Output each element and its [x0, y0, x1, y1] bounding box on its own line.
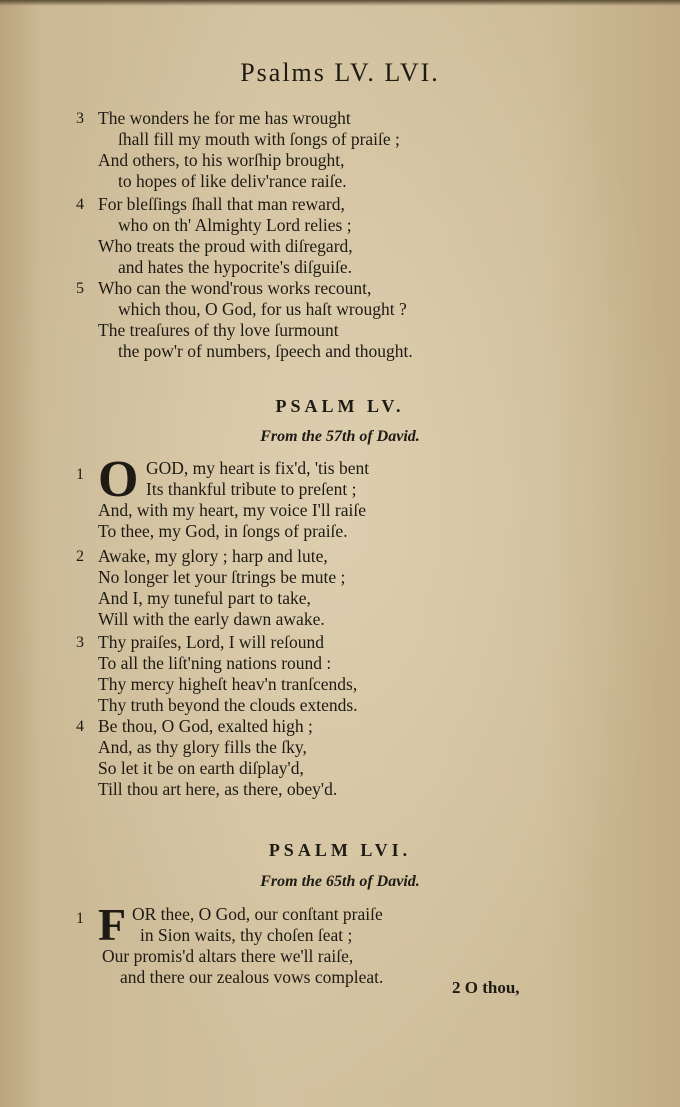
- verse-line: And I, my tuneful part to take,: [98, 588, 311, 608]
- verse-line: Thy truth beyond the clouds extends.: [98, 695, 358, 715]
- psalm-lvi-title: PSALM LVI.: [268, 840, 412, 860]
- verse-line: GOD, my heart is fix'd, 'tis bent: [146, 458, 370, 478]
- verse-line: For bleſſings ſhall that man reward,: [98, 194, 345, 214]
- verse-line: And others, to his worſhip brought,: [98, 150, 345, 170]
- stanza-number: 4: [76, 196, 84, 213]
- verse-line: who on th' Almighty Lord relies ;: [118, 215, 352, 235]
- verse-line: Thy mercy higheſt heav'n tranſcends,: [98, 674, 358, 694]
- stanza-number: 1: [76, 910, 84, 927]
- verse-line: Till thou art here, as there, obey'd.: [98, 779, 338, 799]
- verse-line: The wonders he for me has wrought: [98, 108, 351, 128]
- psalm-lv-stanza-3: [76, 632, 358, 716]
- verse-line: Who treats the proud with diſregard,: [98, 236, 353, 256]
- verse-line: in Sion waits, thy choſen ſeat ;: [140, 925, 353, 945]
- verse-line: And, with my heart, my voice I'll raiſe: [98, 500, 367, 520]
- psalm-lv-stanza-2: [76, 546, 346, 630]
- verse-line: Will with the early dawn awake.: [98, 609, 325, 629]
- stanza-number: 4: [76, 718, 84, 735]
- verse-line: the pow'r of numbers, ſpeech and thought.: [118, 341, 413, 361]
- verse-line: ſhall fill my mouth with ſongs of praiſe ;: [118, 129, 400, 149]
- stanza-5: [76, 278, 413, 362]
- verse-line: and there our zealous vows compleat.: [120, 967, 384, 987]
- psalm-lv-title: PSALM LV.: [275, 396, 405, 416]
- psalm-lv-stanza-1: [76, 451, 370, 542]
- stanza-3: [76, 108, 400, 192]
- verse-line: Who can the wond'rous works recount,: [98, 278, 372, 298]
- psalm-lv-stanza-4: [76, 716, 338, 800]
- stanza-number: 2: [76, 548, 84, 565]
- verse-line: OR thee, O God, our conſtant praiſe: [132, 904, 383, 924]
- verse-line: Our promis'd altars there we'll raiſe,: [102, 946, 354, 966]
- psalm-lv-subtitle: From the 57th of David.: [260, 428, 420, 445]
- verse-line: No longer let your ſtrings be mute ;: [98, 567, 346, 587]
- drop-cap: O: [98, 451, 139, 508]
- verse-line: The treaſures of thy love ſurmount: [98, 320, 339, 340]
- psalm-lvi-subtitle: From the 65th of David.: [260, 873, 420, 890]
- verse-line: and hates the hypocrite's diſguiſe.: [118, 257, 352, 277]
- verse-line: Its thankful tribute to preſent ;: [146, 479, 357, 499]
- psalm-lvi-stanza-1: [76, 899, 384, 988]
- stanza-4: [76, 194, 353, 278]
- verse-line: Be thou, O God, exalted high ;: [98, 716, 313, 736]
- verse-line: which thou, O God, for us haſt wrought ?: [118, 299, 407, 319]
- verse-line: And, as thy glory fills the ſky,: [98, 737, 307, 757]
- verse-line: To thee, my God, in ſongs of praiſe.: [98, 521, 348, 541]
- running-header: Psalms LV. LVI.: [240, 58, 440, 87]
- verse-line: Awake, my glory ; harp and lute,: [98, 546, 328, 566]
- stanza-number: 3: [76, 110, 84, 127]
- drop-cap: F: [98, 899, 127, 950]
- verse-line: So let it be on earth diſplay'd,: [98, 758, 304, 778]
- stanza-number: 5: [76, 280, 84, 297]
- catchword: 2 O thou,: [452, 978, 520, 997]
- stanza-number: 3: [76, 634, 84, 651]
- stanza-number: 1: [76, 466, 84, 483]
- verse-line: to hopes of like deliv'rance raiſe.: [118, 171, 347, 191]
- verse-line: To all the liſt'ning nations round :: [98, 653, 332, 673]
- verse-line: Thy praiſes, Lord, I will reſound: [98, 632, 324, 652]
